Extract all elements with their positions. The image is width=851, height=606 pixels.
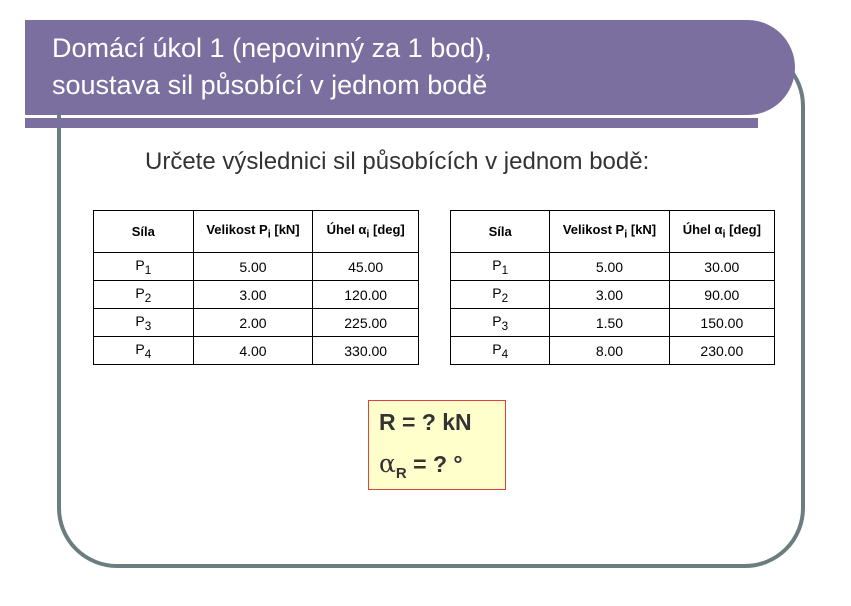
force-magnitude: 5.00 [550,253,669,281]
header-sila: Síla [94,211,194,253]
force-name: $P_2$ [451,281,550,309]
force-magnitude: 8.00 [550,337,669,365]
force-name: $P_4$ [451,337,550,365]
force-magnitude: 5.00 [193,253,313,281]
force-name: $P_4$ [94,337,194,365]
forces-table-right [450,210,775,365]
force-magnitude: 1.50 [550,309,669,337]
force-angle: 45.00 [313,253,419,281]
force-angle: 120.00 [313,281,419,309]
alpha-symbol: α [379,449,396,478]
alpha-subscript: R [395,465,407,482]
table-row [451,281,775,309]
table-row [94,309,419,337]
header-uhel: Úhel $\alpha_i$ [deg] [313,211,419,253]
task-instruction: Určete výslednici sil působících v jednom bodě: [145,148,650,175]
force-magnitude: 2.00 [193,309,313,337]
force-name: $P_1$ [451,253,550,281]
table-row [451,253,775,281]
result-angle [379,449,463,482]
table-row [94,253,419,281]
force-name: $P_1$ [94,253,194,281]
table-row [451,337,775,365]
force-magnitude: 3.00 [193,281,313,309]
result-magnitude: R = ? kN [379,409,472,435]
force-angle: 230.00 [669,337,774,365]
table-row [451,309,775,337]
force-name: $P_3$ [451,309,550,337]
force-magnitude: 4.00 [193,337,313,365]
table-header-row [451,211,775,253]
force-angle: 30.00 [669,253,774,281]
header-velikost: Velikost $P_i$ [kN] [193,211,313,253]
result-angle-value: = ? ° [406,451,463,477]
force-angle: 90.00 [669,281,774,309]
force-magnitude: 3.00 [550,281,669,309]
table-row [94,337,419,365]
table-row [94,281,419,309]
result-box [368,400,506,490]
header-uhel: Úhel $\alpha_i$ [deg] [669,211,774,253]
header-sila: Síla [451,211,550,253]
force-name: $P_3$ [94,309,194,337]
force-angle: 225.00 [313,309,419,337]
header-velikost: Velikost $P_i$ [kN] [550,211,669,253]
force-angle: 330.00 [313,337,419,365]
title-underline [25,118,758,128]
slide-title: Domácí úkol 1 (nepovinný za 1 bod), soustava sil působící v jednom bodě [52,33,492,100]
table-header-row [94,211,419,253]
force-name: $P_2$ [94,281,194,309]
force-angle: 150.00 [669,309,774,337]
forces-table-left [93,210,419,365]
